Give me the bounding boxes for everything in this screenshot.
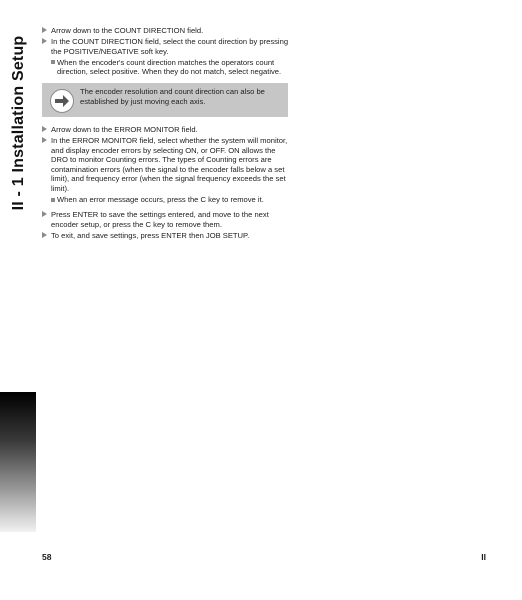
instruction-step	[42, 210, 290, 229]
instruction-step	[42, 125, 290, 135]
arrow-bullet-icon	[42, 211, 47, 217]
section-number: II	[481, 552, 486, 562]
section-title-vertical	[6, 30, 32, 215]
page-number: 58	[42, 552, 52, 562]
subnote-text: When an error message occurs, press the C key to remove it.	[57, 195, 264, 205]
arrow-bullet-icon	[42, 38, 47, 44]
step-text: Press ENTER to save the settings entered, and move to the next encoder setup, or press the C key to remove them.	[51, 210, 269, 229]
note-text: The encoder resolution and count direction can also be established by just moving each axis.	[80, 86, 265, 106]
arrow-bullet-icon	[42, 27, 47, 33]
note-box	[42, 83, 288, 117]
arrow-bullet-icon	[42, 126, 47, 132]
square-bullet-icon	[51, 60, 55, 64]
section-tab-bar	[0, 392, 36, 532]
instruction-step	[42, 136, 290, 194]
instruction-step	[42, 231, 290, 241]
instruction-step	[42, 26, 290, 36]
instructions-content	[42, 26, 290, 242]
square-bullet-icon	[51, 198, 55, 202]
section-title-text: II - 1 Installation Setup	[10, 35, 27, 210]
subnote-text: When the encoder's count direction matches the operators count direction, select positive. When they do not match, select negative.	[57, 57, 282, 77]
arrow-bullet-icon	[42, 137, 47, 143]
step-text: Arrow down to the ERROR MONITOR field.	[51, 124, 198, 134]
instruction-subnote	[51, 195, 290, 205]
instruction-step	[42, 37, 290, 56]
step-text: In the ERROR MONITOR field, select whether the system will monitor, and display encoder errors by selecting ON, or OFF. ON allows the DRO to monitor Counting errors. The types of Counting errors are contamination errors (when the signal to the encoder falls below a set limit), and frequency error (when the signal frequency exceeds the set limit).	[51, 136, 288, 194]
instruction-subnote	[51, 58, 290, 77]
step-text: To exit, and save settings, press ENTER then JOB SETUP.	[51, 230, 250, 240]
step-text: In the COUNT DIRECTION field, select the count direction by pressing the POSITIVE/NEGATIVE soft key.	[51, 37, 289, 56]
step-text: Arrow down to the COUNT DIRECTION field.	[51, 26, 204, 35]
arrow-bullet-icon	[42, 232, 47, 238]
arrow-right-icon	[50, 89, 74, 113]
